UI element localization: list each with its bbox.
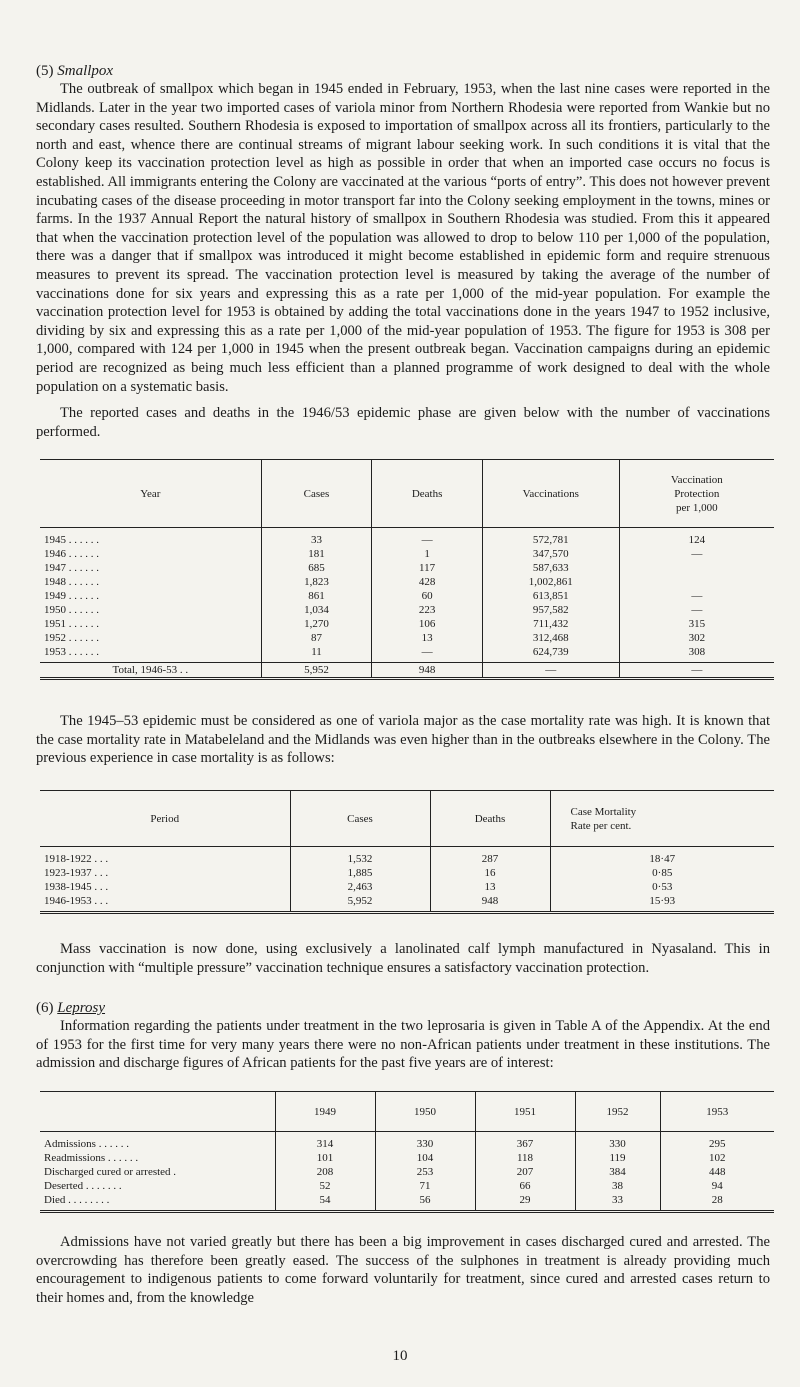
- table-cell: 56: [375, 1193, 475, 1212]
- table-cell: 624,739: [482, 645, 619, 663]
- table2-header-deaths: Deaths: [430, 791, 550, 847]
- table-cell: 5,952: [290, 894, 430, 913]
- table-cell: 1,270: [261, 617, 372, 631]
- table-cell: 347,570: [482, 547, 619, 561]
- table1-header-year: Year: [40, 460, 261, 528]
- case-mortality-table: [40, 790, 774, 914]
- table-cell: 87: [261, 631, 372, 645]
- table-cell: 295: [660, 1132, 774, 1152]
- table-cell: 207: [475, 1165, 575, 1179]
- table-cell: 60: [372, 589, 483, 603]
- table-cell: 11: [261, 645, 372, 663]
- row-label: Discharged cured or arrested .: [44, 1166, 177, 1179]
- table-cell: —: [619, 589, 774, 603]
- table-cell: 33: [575, 1193, 660, 1212]
- table-cell: 33: [261, 528, 372, 548]
- table-cell: 312,468: [482, 631, 619, 645]
- row-label: 1946 . . . . . .: [44, 548, 99, 561]
- table-cell: 106: [372, 617, 483, 631]
- table-cell: 13: [372, 631, 483, 645]
- table-cell: —: [619, 603, 774, 617]
- table-cell: 1,532: [290, 847, 430, 867]
- row-label: Died . . . . . . . .: [40, 1193, 275, 1212]
- table-row: [40, 603, 774, 617]
- table-row: [40, 617, 774, 631]
- table2-header-mortality-rate: Case Mortality Rate per cent.: [550, 791, 774, 847]
- table-cell: 330: [575, 1132, 660, 1152]
- smallpox-heading-number: (5): [36, 63, 54, 79]
- table-cell: 1,002,861: [482, 575, 619, 589]
- leprosy-admissions-table: [40, 1091, 774, 1213]
- row-label: 1948 . . . . . .: [44, 576, 99, 589]
- table-cell: 18·47: [550, 847, 774, 867]
- table-cell: [619, 575, 774, 589]
- smallpox-paragraph-4: Mass vaccination is now done, using exclusively a lanolinated calf lymph manufactured in Nyasaland. This in conjunction with “multiple pressure” vaccination technique ensures a satisfactory vaccination protection.: [36, 941, 770, 976]
- table-cell: —: [372, 645, 483, 663]
- row-label: 1947 . . . . . .: [44, 562, 99, 575]
- table-cell: 124: [619, 528, 774, 548]
- table-cell: 308: [619, 645, 774, 663]
- row-label: 1918-1922 . . .: [44, 853, 109, 866]
- table-cell: 38: [575, 1179, 660, 1193]
- row-label: Admissions . . . . . .: [44, 1138, 129, 1151]
- table-cell: 181: [261, 547, 372, 561]
- table-cell: 314: [275, 1132, 375, 1152]
- table-cell: 118: [475, 1151, 575, 1165]
- table2-header-period: Period: [40, 791, 290, 847]
- table-cell: 861: [261, 589, 372, 603]
- table-row: [40, 1193, 774, 1212]
- table-row: [40, 528, 774, 548]
- row-label: 1923-1937 . . .: [44, 867, 109, 880]
- table-cell: 119: [575, 1151, 660, 1165]
- row-label: 1938-1945 . . .: [44, 881, 109, 894]
- table-cell: 287: [430, 847, 550, 867]
- leprosy-heading-title: Leprosy: [57, 1000, 106, 1017]
- table-cell: 117: [372, 561, 483, 575]
- table-total-row: [40, 663, 774, 679]
- table-cell: —: [619, 547, 774, 561]
- table-cell: 948: [430, 894, 550, 913]
- table-cell: 572,781: [482, 528, 619, 548]
- table3-header-blank: [40, 1092, 275, 1132]
- table-cell: 29: [475, 1193, 575, 1212]
- table-cell: 104: [375, 1151, 475, 1165]
- table-cell: 613,851: [482, 589, 619, 603]
- table-cell: 223: [372, 603, 483, 617]
- table-cell: 367: [475, 1132, 575, 1152]
- row-label: 1950 . . . . . .: [44, 604, 99, 617]
- table1-header-deaths: Deaths: [372, 460, 483, 528]
- table-cell: 685: [261, 561, 372, 575]
- table-cell: 587,633: [482, 561, 619, 575]
- table-row: [40, 880, 774, 894]
- table-cell: 15·93: [550, 894, 774, 913]
- leprosy-paragraph-1: Information regarding the patients under treatment in the two leprosaria is given in Table A of the Appendix. At the end of 1953 for the first time for very many years there were no non-African patients under treatment in these institutions. The admission and discharge figures of African patients for the past five years are of interest:: [36, 1018, 770, 1072]
- table-cell: 101: [275, 1151, 375, 1165]
- table3-header-1952: 1952: [575, 1092, 660, 1132]
- table-cell: 54: [275, 1193, 375, 1212]
- table-row: [40, 589, 774, 603]
- table-row: [40, 894, 774, 913]
- table-cell: 13: [430, 880, 550, 894]
- table1-header-cases: Cases: [261, 460, 372, 528]
- row-label: Deserted . . . . . . .: [44, 1180, 122, 1193]
- table-cell: 315: [619, 617, 774, 631]
- table-row: [40, 1132, 774, 1152]
- table-cell: 1,034: [261, 603, 372, 617]
- table-row: [40, 575, 774, 589]
- table-cell: 71: [375, 1179, 475, 1193]
- table3-header-1950: 1950: [375, 1092, 475, 1132]
- row-label: 1953 . . . . . .: [44, 646, 99, 659]
- table-cell: —: [372, 528, 483, 548]
- table3-header-1951: 1951: [475, 1092, 575, 1132]
- table-cell: 302: [619, 631, 774, 645]
- table-cell: [619, 561, 774, 575]
- table-cell: 52: [275, 1179, 375, 1193]
- table-cell: 711,432: [482, 617, 619, 631]
- table-cell: 428: [372, 575, 483, 589]
- table3-header-1953: 1953: [660, 1092, 774, 1132]
- table-cell: 66: [475, 1179, 575, 1193]
- table-cell: 1,823: [261, 575, 372, 589]
- total-cell: 5,952: [261, 663, 372, 679]
- table-row: [40, 645, 774, 663]
- row-label: 1949 . . . . . .: [44, 590, 99, 603]
- total-cell: —: [619, 663, 774, 679]
- table-row: [40, 1151, 774, 1165]
- table3-header-1949: 1949: [275, 1092, 375, 1132]
- table-cell: 1: [372, 547, 483, 561]
- table-cell: 448: [660, 1165, 774, 1179]
- page-content: [36, 62, 770, 1307]
- table2-header-cases: Cases: [290, 791, 430, 847]
- table1-header-vaccinations: Vaccinations: [482, 460, 619, 528]
- table-cell: 94: [660, 1179, 774, 1193]
- total-cell: 948: [372, 663, 483, 679]
- table-row: [40, 1165, 774, 1179]
- total-cell: —: [482, 663, 619, 679]
- smallpox-heading: [36, 62, 770, 80]
- table-cell: 957,582: [482, 603, 619, 617]
- smallpox-heading-title: Smallpox: [57, 63, 114, 79]
- smallpox-paragraph-1: The outbreak of smallpox which began in 1945 ended in February, 1953, when the last nine cases were reported in the Midlands. Later in the year two imported cases of variola minor from Northern Rhodesia were reported from Wankie but no secondary cases resulted. Southern Rhodesia is exposed to importation of smallpox across all its frontiers, particularly to the north and east, whence there are continual streams of migrant labour seeking work. In such conditions it is vital that the Colony keep its vaccination protection level as high as possible in order that when an imported case occurs no focus is established. All immigrants entering the Colony are vaccinated at the various “ports of entry”. This does not however prevent incubating cases of the disease proceeding in motor transport far into the Colony seeking employment in the towns, mines or farms. In the 1937 Annual Report the natural history of smallpox in Southern Rhodesia was studied. From this it appeared that when the vaccination protection level of the population was allowed to drop to below 110 per 1,000 of the population, there was a danger that if smallpox was introduced it might become established in epidemic form and require strenuous measures to prevent its spread. The vaccination protection level is measured by taking the average of the number of vaccinations done for six years and expressing this as a rate per 1,000 of the mid-year population. For example the vaccination protection level for 1953 is obtained by adding the total vaccinations done in the years 1947 to 1952 inclusive, dividing by six and expressing this as a rate per 1,000 of the mid-year population of 1953. The figure for 1953 is 308 per 1,000, compared with 124 per 1,000 in 1945 when the present outbreak began. Vaccination campaigns during an epidemic period are recognized as being much less efficient than a planned programme of work designed to deal with the whole population on a systematic basis.: [36, 81, 770, 395]
- smallpox-paragraph-3: The 1945–53 epidemic must be considered as one of variola major as the case mortality rate was high. It is known that the case mortality rate in Matabeleland and the Midlands was even higher than in the outbreaks elsewhere in the Colony. The previous experience in case mortality is as follows:: [36, 713, 770, 767]
- table-cell: 16: [430, 866, 550, 880]
- table-cell: 102: [660, 1151, 774, 1165]
- table-cell: 1,885: [290, 866, 430, 880]
- table-cell: 2,463: [290, 880, 430, 894]
- row-label: 1952 . . . . . .: [44, 632, 99, 645]
- total-label: Total, 1946-53 . .: [40, 663, 261, 679]
- table-cell: 253: [375, 1165, 475, 1179]
- smallpox-paragraph-2: The reported cases and deaths in the 1946/53 epidemic phase are given below with the number of vaccinations performed.: [36, 405, 770, 440]
- table-cell: 208: [275, 1165, 375, 1179]
- table-row: [40, 561, 774, 575]
- table-row: [40, 847, 774, 867]
- leprosy-paragraph-2: Admissions have not varied greatly but there has been a big improvement in cases discharged cured and arrested. The overcrowding has therefore been greatly eased. The success of the sulphones in treatment is already providing much encouragement to indigenous patients to come forward voluntarily for treatment, since cured and arrested cases return to their homes and, from the knowledge: [36, 1234, 770, 1306]
- table-row: [40, 547, 774, 561]
- table-cell: 28: [660, 1193, 774, 1212]
- leprosy-heading-number: (6): [36, 1000, 54, 1017]
- page-number: 10: [392, 1348, 408, 1364]
- row-label: 1946-1953 . . .: [40, 894, 290, 913]
- row-label: 1945 . . . . . .: [44, 534, 99, 547]
- table-cell: 0·85: [550, 866, 774, 880]
- row-label: Readmissions . . . . . .: [44, 1152, 139, 1165]
- table1-header-protection: Vaccination Protection per 1,000: [619, 460, 774, 528]
- leprosy-heading: [36, 999, 770, 1017]
- table-row: [40, 866, 774, 880]
- row-label: 1951 . . . . . .: [44, 618, 99, 631]
- table-cell: 330: [375, 1132, 475, 1152]
- table-row: [40, 1179, 774, 1193]
- table-cell: 384: [575, 1165, 660, 1179]
- table-row: [40, 631, 774, 645]
- smallpox-cases-table: [40, 459, 774, 680]
- table-cell: 0·53: [550, 880, 774, 894]
